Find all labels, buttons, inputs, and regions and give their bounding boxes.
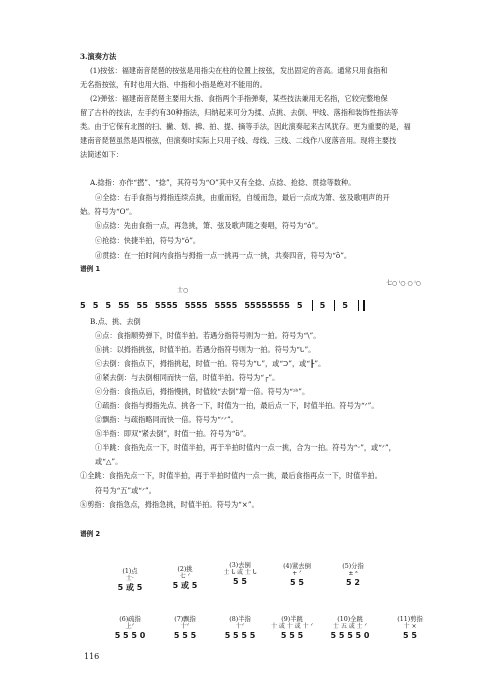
paragraph-line: 无名指按弦，有时也用大指、中指和小指是绝对不能用的。 [80, 80, 267, 89]
example-item: (1)点 士· 5 或 5 [117, 568, 143, 592]
technique-item: ⓔ分指：食指点后，拇指慢挑，时值较“去倒”增一倍。符号为“ᵓᵇ”。 [95, 387, 310, 396]
technique-item: 或“△”。 [95, 457, 123, 466]
example-item: (4)紧去倒 + ᐟ 5 5 [283, 563, 311, 587]
paragraph-line: 法简述如下： [80, 150, 124, 159]
technique-item: ⓑ点捻：先由食指一点，再急挑，箫、弦及歌声随之奏唱，符号为“ὁ”。 [95, 221, 323, 230]
technique-item: ⓕ疏指：食指与拇指先点、挑各一下，时值为一拍，最后点一下，时值半拍。符号为“ᐟ”。 [95, 401, 379, 410]
technique-item: ⓗ半指：即双“紧去倒”，时值一拍。符号为“ὃ”。 [95, 429, 251, 438]
technique-heading-b: B.点、挑、去倒 [90, 317, 141, 326]
example-item: (5)分指 ± ᵃ 5 2 [342, 563, 364, 587]
technique-item: ⓒ抢捻：快捷半拍，符号为“ὁ”。 [95, 236, 201, 245]
example-item: (9)半跳 十 或 十 或 十 ᐟ 5 5 5 [270, 616, 314, 640]
paragraph-line: 留了古朴的技法，左手约有30种指法，归纳起来可分为揉、点挑、去倒、甲线、落指和装饰性指法等 [80, 108, 399, 117]
score-symbol: 士○ [177, 287, 189, 294]
technique-item: ⓓ贯捻：在一拍时间内食指与拇指一点一挑再一点一挑，共奏四音，符号为“ὃ”。 [95, 251, 352, 260]
example-item: (10)全跳 士 五 或 士 ᐟ 5 5 5 5 0 [330, 616, 370, 640]
example-item: (8)半指 十ᐟ 5 5 5 5 [224, 616, 256, 640]
technique-item: ⓙ全跳：食指先点一下，时值半拍，再于半拍时值内一点一挑，最后食指再点一下，时值半拍。 [80, 471, 382, 480]
score-example-1: 5 5 5 55 55 5555 5555 5555 55555555 5 5 5 [80, 299, 452, 311]
example-item: (11)剪指 十 × 5 5 [397, 616, 423, 640]
technique-item: ⓒ去倒：食指点下，拇指挑起，时值一拍。符号为“ᒐ”，或“ᑐ”，或“┠”。 [95, 359, 326, 368]
score-symbol: 七○ ⁱ○ ○ ⁱ○ [386, 280, 421, 287]
example-item: (2)挑 七 ᐟ 5 或 5 [172, 566, 198, 590]
paragraph-line: 类。由于它保有北图的扫、撇、划、拂、拍、提、摘等手法，因此演奏起来古风犹存。更为重要的是，福 [80, 122, 411, 131]
paragraph-line: 建南音琵琶虽然是四根弦，但演奏时实际上只用子线、母线、三线、二线作八度落音用。现将主要技 [80, 136, 397, 145]
technique-item: ⓐ全捻：右手食指与拇指连续点挑，由重而轻，自缓而急，最后一点成为箫、弦及歌唱声的开 [95, 193, 390, 202]
technique-item: ⓘ半跳：食指先点一下，时值半拍，再于半拍时值内一点一挑，合为一拍。符号为“ᵕ”，或“ᐟ”， [95, 443, 396, 452]
technique-item: ⓖ飘指：与疏指略同而快一倍。符号为“ᐟᐟ”。 [95, 415, 238, 424]
technique-item: 符号为“五”或“ᐟ”。 [95, 486, 156, 495]
section-heading: 3.演奏方法 [80, 52, 117, 61]
technique-item: 始。符号为“O”。 [80, 207, 137, 216]
technique-heading-a: A.捻指：亦作“撚”、“捻”，其符号为“O”其中又有全捻、点捻、抢捻、贯捻等数种。 [90, 178, 356, 187]
example-label: 谱例 1 [80, 265, 101, 273]
technique-item: ⓐ点：食指顺势弹下，时值半拍。若遇分指符号则为一拍。符号为“\”。 [95, 331, 321, 340]
paragraph-line: (2)弹弦：福建南音琵琶主要用大指、食指两个手指弹奏，某些技法兼用无名指，它较完整地保 [90, 94, 388, 103]
example-item: (6)疏指 上ᐟ 5 5 5 0 [114, 616, 146, 640]
technique-item: ⓓ紧去倒：与去倒相同而快一倍，时值半拍。符号为“┌”。 [95, 373, 280, 382]
technique-item: ⓚ剪指：食指急点，拇指急挑，时值半拍。符号为“×”。 [80, 500, 259, 509]
example-item: (3)去倒 士 ᒐ 或 士 ᒐ 5 5 [223, 562, 257, 586]
technique-item: ⓑ挑：以拇指挑弦，时值半拍。若遇分指符号则为一拍。符号为“ᒐ”。 [95, 345, 316, 354]
example-label: 谱例 2 [80, 530, 101, 538]
page-number: 116 [84, 652, 100, 661]
paragraph-line: (1)按弦：福建南音琵琶的按弦是用指尖在柱的位置上按弦，发出固定的音高。通常只用食指和 [90, 66, 388, 75]
example-item: (7)飘指 十ᐟ 5 5 5 [173, 616, 197, 640]
